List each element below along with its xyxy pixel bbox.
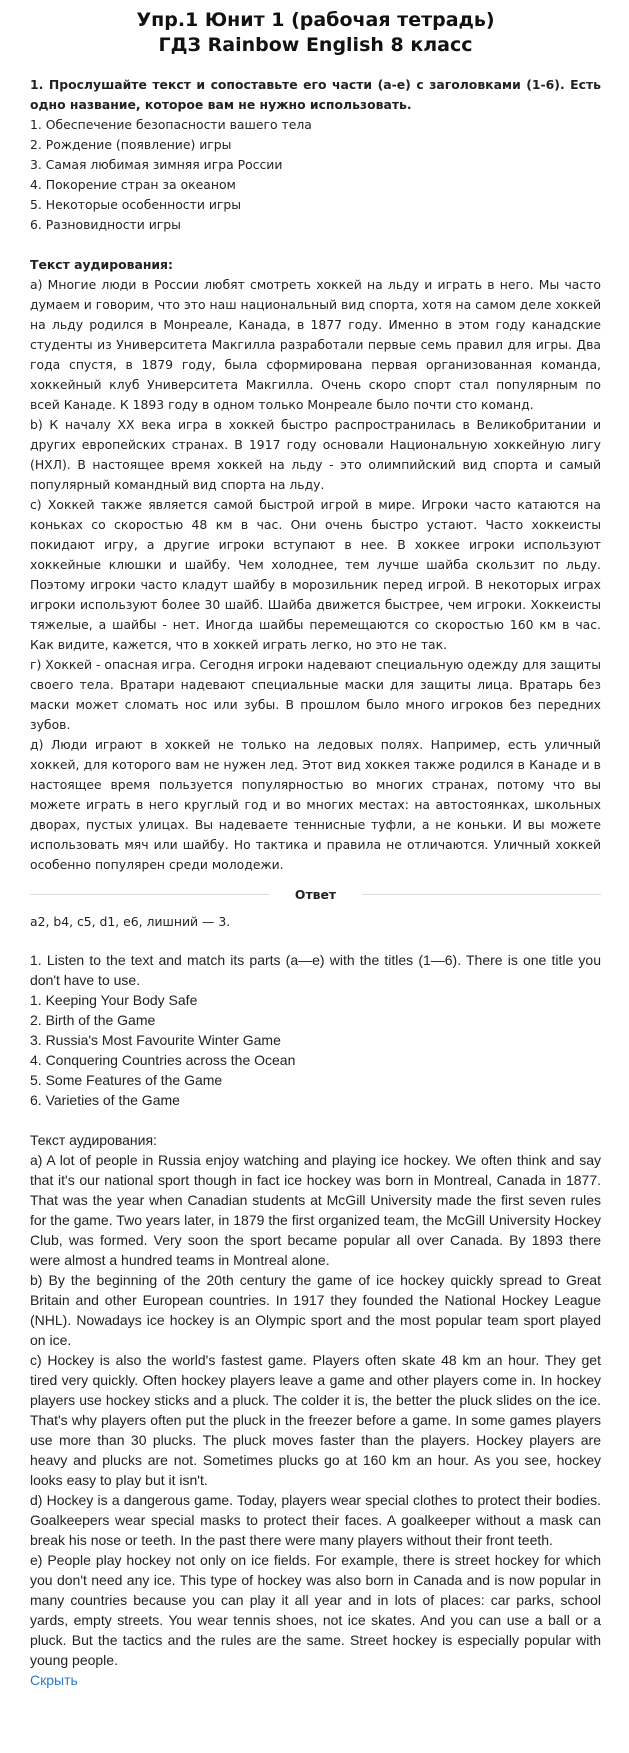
ru-paragraph-e: д) Люди играют в хоккей не только на ледовых полях. Например, есть уличный хоккей, для которого вам не нужен лед. Этот вид хоккея также родился в Канаде и в настоящее время пользуется популярностью во многих странах, потому что вы можете играть в него круглый год и во многих местах: на автостоянках, школьных дворах, пустых улицах. Вы надеваете теннисные туфли, а не коньки. И вы можете использовать мяч или шайбу. Но тактика и правила не отличаются. Уличный хоккей особенно популярен среди молодежи. <box>30 737 601 872</box>
ru-option-2: 2. Рождение (появление) игры <box>30 137 232 152</box>
ru-paragraph-d: г) Хоккей - опасная игра. Сегодня игроки надевают специальную одежду для защиты своего тела. Вратари надевают специальные маски для защиты лица. Вратарь без маски может сломать нос или зубы. В прошлом было много игроков без передних зубов. <box>30 657 601 732</box>
page-title-line-2: ГДЗ Rainbow English 8 класс <box>158 34 473 56</box>
spacer <box>30 235 601 255</box>
russian-exercise <box>30 75 601 875</box>
hide-link[interactable]: Скрыть <box>30 1672 78 1688</box>
en-paragraph-d: d) Hockey is a dangerous game. Today, players wear special clothes to protect their bodies. Goalkeepers wear special masks to protect their faces. A goalkeeper without a mask can break his nose or teeth. In the past there were many players without their front teeth. <box>30 1492 601 1548</box>
en-option-2: 2. Birth of the Game <box>30 1012 156 1028</box>
ru-option-1: 1. Обеспечение безопасности вашего тела <box>30 117 312 132</box>
en-paragraph-a: a) A lot of people in Russia enjoy watching and playing ice hockey. We often think and say that it's our national sport though in fact ice hockey was born in Montreal, Canada in 1877. That was the year when Canadian students at McGill University made the first seven rules for the game. Two years later, in 1879 the first organized team, the McGill University Hockey Club, was formed. Very soon the sport became popular all over Canada. By 1893 there were almost a hundred teams in Montreal alone. <box>30 1152 601 1268</box>
en-option-1: 1. Keeping Your Body Safe <box>30 992 198 1008</box>
divider-line-left <box>30 894 269 895</box>
en-option-6: 6. Varieties of the Game <box>30 1092 180 1108</box>
en-task-text: 1. Listen to the text and match its parts (a—e) with the titles (1—6). There is one title you don't have to use. <box>30 952 601 988</box>
en-paragraph-b: b) By the beginning of the 20th century the game of ice hockey quickly spread to Great Britain and other European countries. In 1917 they founded the National Hockey League (NHL). Nowadays ice hockey is an Olympic sport and the most popular team sport played on ice. <box>30 1272 601 1348</box>
ru-paragraph-a: а) Многие люди в России любят смотреть хоккей на льду и играть в него. Мы часто думаем и говорим, что это наш национальный вид спорта, хотя на самом деле хоккей на льду родился в Монреале, Канада, в 1877 году. Именно в этом году канадские студенты из Университета Макгилла разработали первые семь правил для игры. Два года спустя, в 1879 году, была сформирована первая организованная команда, хоккейный клуб Университета Макгилла. Очень скоро спорт стал популярным по всей Канаде. К 1893 году в одном только Монреале было почти сто команд. <box>30 277 601 412</box>
spacer <box>30 1110 601 1130</box>
answer-heading: Ответ <box>294 887 337 902</box>
page-title <box>30 8 601 58</box>
divider-line-right <box>362 894 601 895</box>
en-option-4: 4. Conquering Countries across the Ocean <box>30 1052 296 1068</box>
ru-paragraph-c: с) Хоккей также является самой быстрой игрой в мире. Игроки часто катаются на коньках со скоростью 48 км в час. Они очень быстро устают. Часто хоккеисты покидают игру, а другие игроки вступают в нее. В хоккее игроки используют хоккейные клюшки и шайбу. Чем холоднее, тем лучше шайба скользит по льду. Поэтому игроки часто кладут шайбу в морозильник перед игрой. В некоторых играх игроки используют более 30 шайб. Шайба движется быстрее, чем игроки. Хоккеисты тяжелые, а шайбы - нет. Иногда шайбы перемещаются со скоростью 160 км в час. Как видите, кажется, что в хоккей играть легко, но это не так. <box>30 497 601 652</box>
ru-option-5: 5. Некоторые особенности игры <box>30 197 242 212</box>
en-paragraph-c: c) Hockey is also the world's fastest game. Players often skate 48 km an hour. They get tired very quickly. Often hockey players leave a game and other players come in. In hockey players use hockey sticks and a pluck. The colder it is, the better the pluck slides on the ice. That's why players often put the pluck in the freezer before a game. In some games players use more than 30 plucks. The pluck moves faster than the players. Hockey players are heavy and plucks are not. Sometimes plucks go at 160 km an hour. As you see, hockey looks easy to play but it isn't. <box>30 1352 601 1488</box>
ru-option-4: 4. Покорение стран за океаном <box>30 177 236 192</box>
ru-option-3: 3. Самая любимая зимняя игра России <box>30 157 283 172</box>
en-option-5: 5. Some Features of the Game <box>30 1072 223 1088</box>
en-option-3: 3. Russia's Most Favourite Winter Game <box>30 1032 281 1048</box>
ru-listening-title: Текст аудирования: <box>30 257 173 272</box>
page-title-line-1: Упр.1 Юнит 1 (рабочая тетрадь) <box>136 9 495 31</box>
en-listening-title: Текст аудирования: <box>30 1132 157 1148</box>
en-paragraph-e: e) People play hockey not only on ice fields. For example, there is street hockey for which you don't need any ice. This type of hockey was also born in Canada and is now popular in many countries because you can play it all year and in lots of places: car parks, school yards, empty streets. You wear tennis shoes, not ice skates. And you can use a ball or a pluck. But the tactics and the rules are the same. Street hockey is especially popular with young people. <box>30 1552 601 1668</box>
ru-option-6: 6. Разновидности игры <box>30 217 181 232</box>
answer-divider <box>30 887 601 902</box>
ru-task-text: 1. Прослушайте текст и сопоставьте его части (a-e) с заголовками (1-6). Есть одно название, которое вам не нужно использовать. <box>30 77 601 112</box>
answer-text: a2, b4, c5, d1, e6, лишний — 3. <box>30 914 231 929</box>
ru-paragraph-b: b) К началу XX века игра в хоккей быстро распространилась в Великобритании и других европейских странах. В 1917 году основали Национальную хоккейную лигу (НХЛ). В настоящее время хоккей на льду - это олимпийский вид спорта и самый популярный командный вид спорта на льду. <box>30 417 601 492</box>
english-exercise <box>30 950 601 1670</box>
